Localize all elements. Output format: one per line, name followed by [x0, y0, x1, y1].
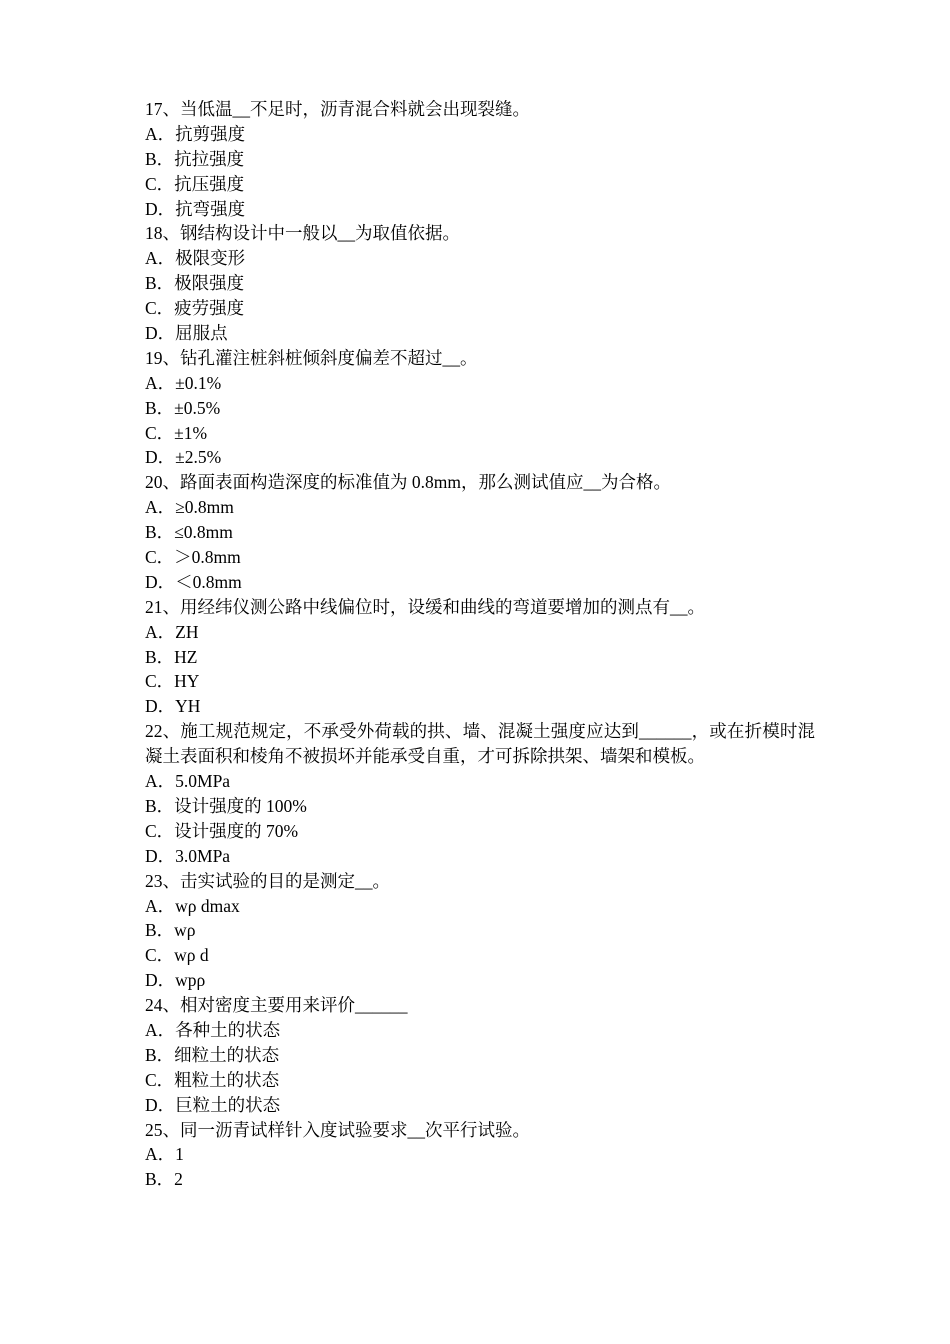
- option-d: D．3.0MPa: [145, 845, 231, 866]
- question-17: [145, 97, 815, 221]
- option-b: B．设计强度的 100%: [145, 795, 307, 816]
- question-20: [145, 470, 815, 594]
- option-c: C．＞0.8mm: [145, 547, 241, 568]
- question-stem: 24、相对密度主要用来评价______: [145, 995, 408, 1016]
- question-stem: 20、路面表面构造深度的标准值为 0.8mm，那么测试值应__为合格。: [145, 472, 671, 493]
- option-d: D．抗弯强度: [145, 198, 246, 219]
- option-b: B．±0.5%: [145, 397, 221, 418]
- question-stem: 21、用经纬仪测公路中线偏位时，设缓和曲线的弯道要增加的测点有__。: [145, 596, 705, 617]
- option-b: B．抗拉强度: [145, 148, 245, 169]
- question-21: [145, 595, 815, 719]
- option-c: C．抗压强度: [145, 173, 245, 194]
- question-stem: 22、施工规范规定，不承受外荷载的拱、墙、混凝土强度应达到______，或在折模时混凝土表面积和棱角不被损坏并能承受自重，才可拆除拱架、墙架和模板。: [145, 721, 815, 767]
- question-stem: 17、当低温__不足时，沥青混合料就会出现裂缝。: [145, 99, 530, 119]
- option-a: A．wρ dmax: [145, 895, 240, 916]
- question-list: [145, 97, 815, 1192]
- option-c: C．疲劳强度: [145, 298, 245, 319]
- option-a: A．抗剪强度: [145, 123, 246, 144]
- option-a: A．各种土的状态: [145, 1019, 281, 1040]
- question-stem: 18、钢结构设计中一般以__为取值依据。: [145, 223, 460, 244]
- question-stem: 19、钻孔灌注桩斜桩倾斜度偏差不超过__。: [145, 347, 478, 368]
- option-b: B．≤0.8mm: [145, 522, 233, 543]
- option-b: B．wρ: [145, 920, 196, 941]
- question-stem: 23、击实试验的目的是测定__。: [145, 870, 390, 891]
- option-c: C．HY: [145, 671, 200, 692]
- option-a: A．≥0.8mm: [145, 497, 234, 518]
- question-23: [145, 869, 815, 993]
- option-c: C．粗粒土的状态: [145, 1069, 280, 1090]
- option-b: B．2: [145, 1169, 183, 1190]
- option-d: D．±2.5%: [145, 447, 222, 468]
- option-c: C．wρ d: [145, 945, 209, 966]
- option-d: D．YH: [145, 696, 201, 717]
- option-a: A．1: [145, 1144, 184, 1165]
- option-b: B．细粒土的状态: [145, 1044, 280, 1065]
- question-22: [145, 719, 815, 868]
- question-18: [145, 221, 815, 345]
- option-d: D．屈服点: [145, 323, 228, 344]
- question-19: [145, 346, 815, 470]
- question-25: [145, 1118, 815, 1193]
- question-24: [145, 993, 815, 1117]
- option-a: A．极限变形: [145, 248, 246, 269]
- option-d: D．＜0.8mm: [145, 571, 242, 592]
- option-c: C．±1%: [145, 422, 208, 443]
- option-c: C．设计强度的 70%: [145, 820, 299, 841]
- option-d: D．巨粒土的状态: [145, 1094, 281, 1115]
- option-a: A．±0.1%: [145, 372, 222, 393]
- option-a: A．ZH: [145, 621, 199, 642]
- option-d: D．wpρ: [145, 970, 206, 991]
- option-b: B．极限强度: [145, 273, 245, 294]
- option-b: B．HZ: [145, 646, 198, 667]
- question-stem: 25、同一沥青试样针入度试验要求__次平行试验。: [145, 1119, 530, 1140]
- option-a: A．5.0MPa: [145, 771, 231, 792]
